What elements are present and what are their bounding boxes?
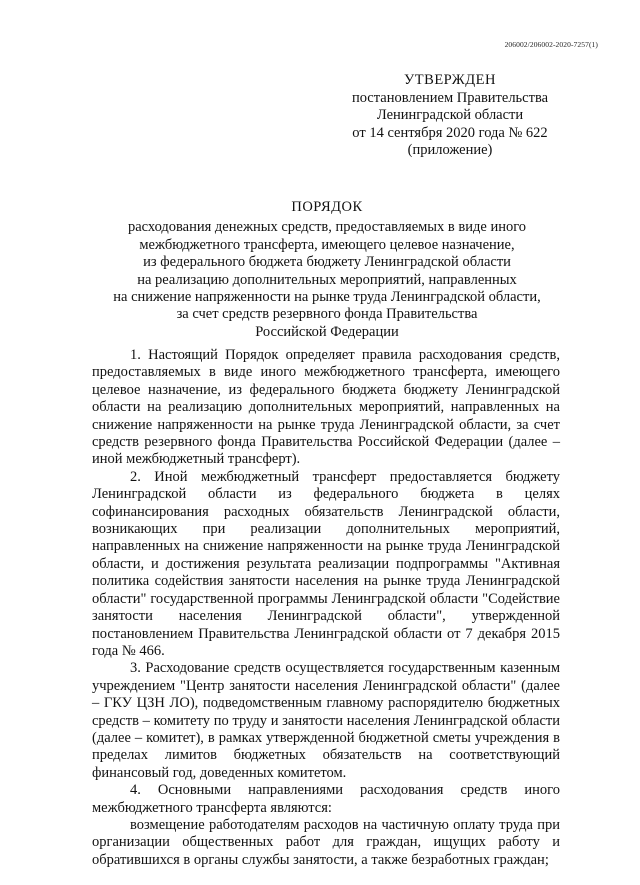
paragraph-3: 3. Расходование средств осуществляется государственным казенным учреждением "Центр занятости населения Ленинградской области" (далее – ГКУ ЦЗН ЛО), подведомственным главному распорядителю бюджетных средств – комитету по труду и занятости населения Ленинградской области (далее – комитет), в рамках утвержденной бюджетной сметы учреждения в пределах лимитов бюджетных обязательств на соответствующий финансовый год, доведенных комитетом. (92, 660, 560, 781)
approval-date-line: от 14 сентября 2020 года № 622 (352, 124, 548, 141)
title-line: за счет средств резервного фонда Правительства (176, 306, 478, 323)
approval-heading: УТВЕРЖДЕН (404, 72, 496, 88)
paragraph-4: 4. Основными направлениями расходования средств иного межбюджетного трансферта являются: (92, 782, 560, 816)
title-line: на снижение напряженности на рынке труда Ленинградской области, (113, 289, 541, 306)
approval-stamp (330, 72, 570, 160)
paragraph-4-item: возмещение работодателям расходов на частичную оплату труда при организации общественных работ для граждан, ищущих работу и обратившихся в органы службы занятости, а также безработных граждан; (92, 816, 560, 868)
document-body (92, 347, 560, 869)
document-title (92, 199, 562, 341)
title-heading: ПОРЯДОК (291, 199, 363, 215)
title-line: расходования денежных средств, предоставляемых в виде иного (127, 219, 527, 236)
approval-note: (приложение) (407, 142, 493, 159)
title-line: межбюджетного трансферта, имеющего целевое назначение, (139, 236, 515, 253)
approval-line: постановлением Правительства (351, 89, 549, 106)
title-line: из федерального бюджета бюджету Ленинградской области (143, 254, 511, 271)
paragraph-2: 2. Иной межбюджетный трансферт предоставляется бюджету Ленинградской области из федерального бюджета в целях софинансирования расходных обязательств Ленинградской области, возникающих при реализации дополнительных мероприятий, направленных на снижение напряженности на рынке труда Ленинградской области, и достижения результата реализации подпрограммы "Активная политика содействия занятости населения на рынке труда Ленинградской области" государственной программы Ленинградской области "Содействие занятости населения Ленинградской области", утвержденной постановлением Правительства Ленинградской области от 7 декабря 2015 года № 466. (92, 468, 560, 659)
paragraph-1: 1. Настоящий Порядок определяет правила расходования средств, предоставляемых в виде иного межбюджетного трансферта, имеющего целевое назначение, из федерального бюджета бюджету Ленинградской области на реализацию дополнительных мероприятий, направленных на снижение напряженности на рынке труда Ленинградской области, за счет средств резервного фонда Правительства Российской Федерации (далее – иной межбюджетный трансферт). (92, 347, 560, 468)
title-line: на реализацию дополнительных мероприятий, направленных (137, 271, 517, 288)
document-id: 206002/206002-2020-7257(1) (504, 40, 598, 49)
approval-line: Ленинградской области (376, 107, 524, 124)
title-line: Российской Федерации (255, 323, 399, 340)
